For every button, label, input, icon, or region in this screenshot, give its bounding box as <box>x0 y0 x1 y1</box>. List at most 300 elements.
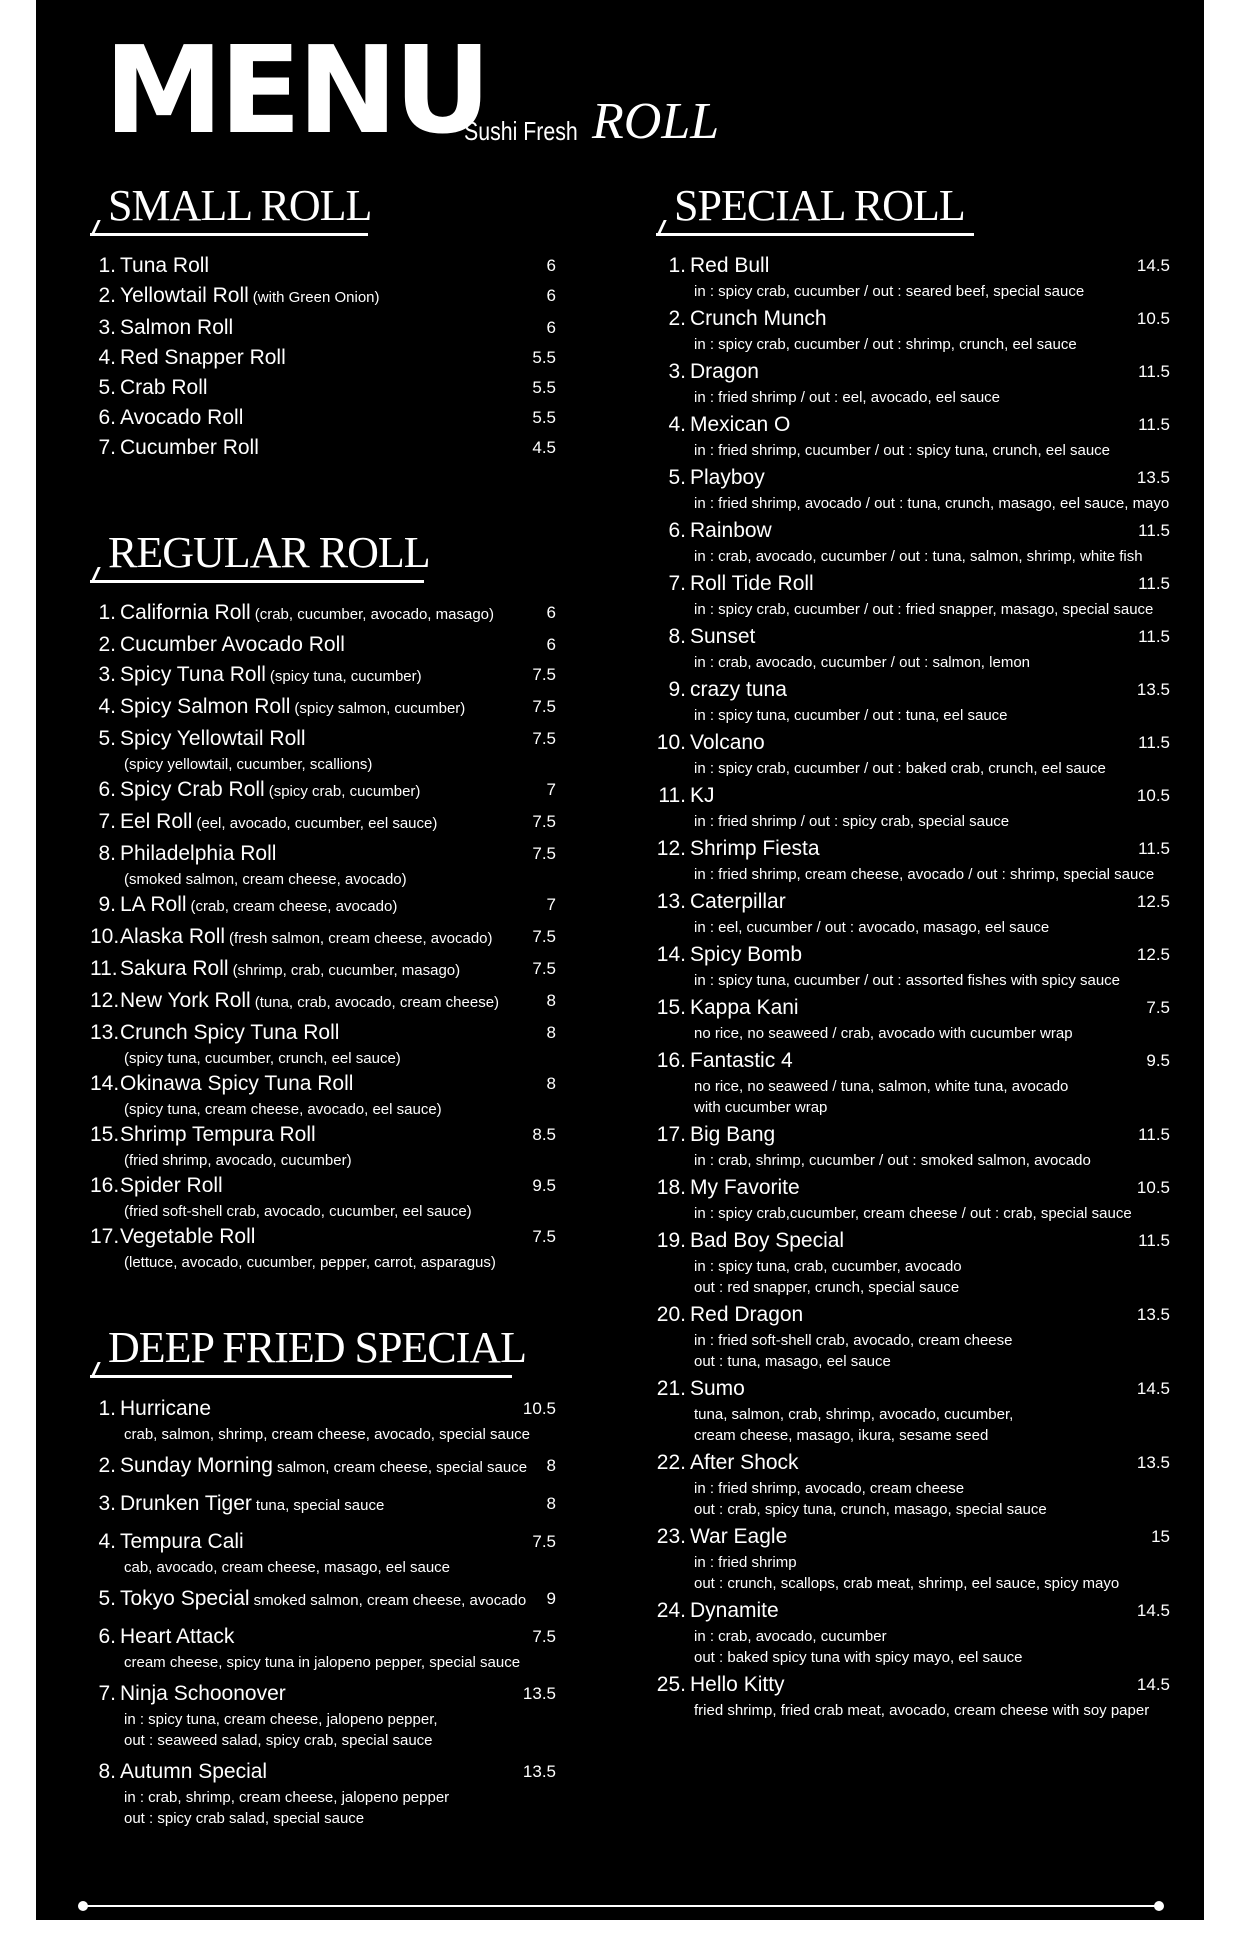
item-number: 15. <box>656 996 686 1019</box>
item-price: 6 <box>546 635 556 654</box>
menu-item <box>90 807 556 839</box>
menu-item-row <box>90 1018 556 1048</box>
item-number: 5. <box>98 1587 116 1610</box>
item-number: 14. <box>90 1072 120 1095</box>
item-note: (spicy salmon, cucumber) <box>294 700 466 717</box>
menu-item <box>90 343 556 373</box>
item-number: 17. <box>90 1225 120 1248</box>
menu-item-row <box>656 781 1170 811</box>
menu-item-row <box>90 692 556 724</box>
item-price: 8 <box>546 1456 556 1475</box>
menu-item-row <box>90 373 556 403</box>
item-name: KJ <box>690 784 715 807</box>
item-price: 11.5 <box>1138 415 1170 434</box>
item-name: Vegetable Roll <box>120 1225 256 1248</box>
item-description: in : fried shrimp <box>694 1554 797 1571</box>
menu-item-row <box>90 1171 556 1201</box>
item-name: Ninja Schoonover <box>120 1682 286 1705</box>
item-price: 7.5 <box>532 927 556 946</box>
menu-item-row <box>90 343 556 373</box>
menu-item <box>90 922 556 954</box>
item-price: 7.5 <box>532 729 556 748</box>
menu-item-row <box>90 1679 556 1709</box>
item-number: 25. <box>656 1673 686 1696</box>
item-price: 11.5 <box>1138 1125 1170 1144</box>
item-number: 11. <box>90 957 118 980</box>
section-heading: DEEP FRIED SPECIAL <box>90 1322 512 1374</box>
item-description: in : spicy crab, cucumber / out : baked crab, crunch, eel sauce <box>694 760 1106 777</box>
menu-item-row <box>90 660 556 692</box>
item-price: 7.5 <box>532 1532 556 1551</box>
item-name: LA Roll <box>120 893 187 916</box>
item-number: 7. <box>98 436 116 459</box>
item-name: Tuna Roll <box>120 254 210 277</box>
item-number: 8. <box>98 842 116 865</box>
menu-item-row <box>90 1527 556 1557</box>
item-description: no rice, no seaweed / tuna, salmon, white tuna, avocado <box>694 1078 1069 1095</box>
item-number: 3. <box>668 360 686 383</box>
item-price: 14.5 <box>1136 256 1170 275</box>
item-price: 8.5 <box>532 1125 556 1144</box>
menu-item <box>90 660 556 692</box>
item-number: 3. <box>98 316 116 339</box>
menu-item <box>90 1120 556 1171</box>
item-price: 11.5 <box>1138 1231 1170 1250</box>
menu-item-row <box>90 630 556 660</box>
item-number: 21. <box>656 1377 686 1400</box>
item-number: 2. <box>98 1454 116 1477</box>
item-note: (eel, avocado, cucumber, eel sauce) <box>196 815 438 832</box>
menu-item <box>90 281 556 313</box>
item-number: 19. <box>656 1229 686 1252</box>
item-price: 8 <box>546 1074 556 1093</box>
menu-item-row <box>656 1226 1170 1256</box>
menu-item <box>90 433 556 463</box>
item-price: 8 <box>546 1023 556 1042</box>
item-number: 1. <box>98 1397 116 1420</box>
menu-item <box>656 304 1170 355</box>
menu-item <box>90 1584 556 1616</box>
item-note: (spicy tuna, cucumber) <box>269 668 422 685</box>
menu-item-row <box>656 1596 1170 1626</box>
item-number: 16. <box>90 1174 120 1197</box>
menu-item-row <box>656 1120 1170 1150</box>
menu-item <box>90 1222 556 1273</box>
item-description: out : tuna, masago, eel sauce <box>694 1353 891 1370</box>
item-price: 7.5 <box>532 665 556 684</box>
item-number: 1. <box>98 601 116 624</box>
item-description: tuna, salmon, crab, shrimp, avocado, cucumber, <box>694 1406 1014 1423</box>
item-number: 5. <box>98 376 116 399</box>
menu-item-row <box>90 281 556 313</box>
item-price: 7 <box>546 895 556 914</box>
regular-roll-section <box>90 527 556 1273</box>
menu-item <box>90 598 556 630</box>
item-description: no rice, no seaweed / crab, avocado with cucumber wrap <box>694 1025 1073 1042</box>
item-name: Spider Roll <box>120 1174 223 1197</box>
item-number: 7. <box>98 1682 116 1705</box>
item-price: 12.5 <box>1136 892 1170 911</box>
menu-item <box>90 1622 556 1673</box>
item-name: Heart Attack <box>120 1625 235 1648</box>
item-name: Crunch Munch <box>690 307 827 330</box>
menu-subtitle-small: Sushi Fresh <box>464 116 578 146</box>
menu-item-row <box>90 251 556 281</box>
item-description: crab, salmon, shrimp, cream cheese, avocado, special sauce <box>124 1426 531 1443</box>
item-name: Sumo <box>690 1377 745 1400</box>
item-number: 9. <box>98 893 116 916</box>
menu-item <box>90 1394 556 1445</box>
item-name: Mexican O <box>690 413 791 436</box>
menu-item <box>90 724 556 775</box>
item-description: in : eel, cucumber / out : avocado, masago, eel sauce <box>694 919 1050 936</box>
item-price: 13.5 <box>1136 468 1170 487</box>
footer-disclaimer: Eating or consuming raw or undercooked fish, meat, poultry, seafood or egg can cause illness especially in young, old and immune compromised people. <box>146 1921 1094 1937</box>
item-note: smoked salmon, cream cheese, avocado <box>253 1592 527 1609</box>
item-description: cream cheese, spicy tuna in jalopeno pepper, special sauce <box>124 1654 521 1671</box>
item-number: 2. <box>668 307 686 330</box>
section-heading: REGULAR ROLL <box>90 527 424 579</box>
item-name: Shrimp Fiesta <box>690 837 820 860</box>
item-description: in : crab, avocado, cucumber / out : tuna, salmon, shrimp, white fish <box>694 548 1143 565</box>
menu-item <box>656 1596 1170 1668</box>
menu-item-row <box>656 887 1170 917</box>
item-number: 7. <box>668 572 686 595</box>
item-number: 20. <box>656 1303 686 1326</box>
item-name: Crab Roll <box>120 376 208 399</box>
item-number: 4. <box>668 413 686 436</box>
item-price: 14.5 <box>1136 1601 1170 1620</box>
menu-item <box>656 781 1170 832</box>
menu-item <box>90 1489 556 1521</box>
item-name: Dragon <box>690 360 759 383</box>
menu-item-row <box>90 724 556 754</box>
item-name: Philadelphia Roll <box>120 842 277 865</box>
item-number: 5. <box>98 727 116 750</box>
item-name: Sunday Morning <box>120 1454 273 1477</box>
item-name: Autumn Special <box>120 1760 268 1783</box>
item-name: Sunset <box>690 625 756 648</box>
item-description: (spicy tuna, cream cheese, avocado, eel sauce) <box>124 1101 442 1118</box>
menu-item-row <box>90 1622 556 1652</box>
menu-item-row <box>90 313 556 343</box>
menu-item-row <box>656 1374 1170 1404</box>
item-price: 6 <box>546 318 556 337</box>
item-description: in : spicy crab, cucumber / out : fried snapper, masago, special sauce <box>694 601 1154 618</box>
item-price: 13.5 <box>1136 680 1170 699</box>
item-price: 10.5 <box>1136 309 1170 328</box>
item-price: 8 <box>546 991 556 1010</box>
item-number: 1. <box>98 254 116 277</box>
item-number: 22. <box>656 1451 686 1474</box>
menu-item <box>656 887 1170 938</box>
item-description: out : red snapper, crunch, special sauce <box>694 1279 960 1296</box>
section-heading: SMALL ROLL <box>90 180 368 232</box>
menu-item-row <box>90 922 556 954</box>
item-name: Cucumber Roll <box>120 436 259 459</box>
item-description: in : fried shrimp / out : eel, avocado, eel sauce <box>694 389 1000 406</box>
menu-item-row <box>90 403 556 433</box>
item-description: in : fried shrimp, avocado, cream cheese <box>694 1480 965 1497</box>
item-price: 4.5 <box>532 438 556 457</box>
item-name: After Shock <box>690 1451 799 1474</box>
item-name: Spicy Yellowtail Roll <box>120 727 306 750</box>
item-price: 5.5 <box>532 408 556 427</box>
item-description: (fried soft-shell crab, avocado, cucumber, eel sauce) <box>124 1203 472 1220</box>
item-name: Drunken Tiger <box>120 1492 252 1515</box>
special-roll-section <box>656 180 1170 1721</box>
menu-item-row <box>90 1757 556 1787</box>
item-name: Red Bull <box>690 254 770 277</box>
item-description: (spicy yellowtail, cucumber, scallions) <box>124 756 373 773</box>
item-note: (crab, cucumber, avocado, masago) <box>254 606 495 623</box>
footer-rule <box>82 1905 1160 1907</box>
menu-item-row <box>656 1173 1170 1203</box>
menu-item-row <box>90 433 556 463</box>
menu-item <box>656 1670 1170 1721</box>
item-name: California Roll <box>120 601 251 624</box>
item-number: 3. <box>98 1492 116 1515</box>
item-name: War Eagle <box>690 1525 788 1548</box>
item-price: 14.5 <box>1136 1675 1170 1694</box>
item-price: 11.5 <box>1138 627 1170 646</box>
item-price: 9.5 <box>1146 1051 1170 1070</box>
menu-item <box>90 251 556 281</box>
menu-item <box>90 1171 556 1222</box>
item-description: in : spicy tuna, cucumber / out : assorted fishes with spicy sauce <box>694 972 1121 989</box>
item-description: in : fried shrimp, cream cheese, avocado / out : shrimp, special sauce <box>694 866 1155 883</box>
footer-rule-dot-right <box>1154 1901 1164 1911</box>
menu-item <box>656 940 1170 991</box>
item-note: (shrimp, crab, cucumber, masago) <box>232 962 461 979</box>
item-price: 9 <box>546 1589 556 1608</box>
menu-item-row <box>90 1394 556 1424</box>
item-price: 7.5 <box>532 959 556 978</box>
item-price: 11.5 <box>1138 362 1170 381</box>
item-description: in : spicy tuna, cucumber / out : tuna, eel sauce <box>694 707 1008 724</box>
item-name: Red Dragon <box>690 1303 804 1326</box>
item-number: 7. <box>98 810 116 833</box>
item-name: Caterpillar <box>690 890 786 913</box>
item-price: 7.5 <box>532 844 556 863</box>
item-note: (fresh salmon, cream cheese, avocado) <box>229 930 493 947</box>
item-price: 11.5 <box>1138 839 1170 858</box>
item-number: 2. <box>98 633 116 656</box>
menu-item-row <box>656 569 1170 599</box>
menu-item <box>90 890 556 922</box>
item-price: 9.5 <box>532 1176 556 1195</box>
small-roll-section <box>90 180 556 463</box>
item-price: 6 <box>546 603 556 622</box>
item-price: 11.5 <box>1138 521 1170 540</box>
item-description: out : crab, spicy tuna, crunch, masago, special sauce <box>694 1501 1047 1518</box>
footer-rule-dot-left <box>78 1901 88 1911</box>
menu-item <box>90 630 556 660</box>
menu-item <box>90 313 556 343</box>
item-price: 13.5 <box>1136 1305 1170 1324</box>
menu-item-row <box>656 834 1170 864</box>
item-name: Volcano <box>690 731 765 754</box>
item-description: in : crab, shrimp, cream cheese, jalopeno pepper <box>124 1789 450 1806</box>
item-price: 15 <box>1151 1527 1170 1546</box>
item-note: (spicy crab, cucumber) <box>268 783 421 800</box>
item-description: in : fried shrimp / out : spicy crab, special sauce <box>694 813 1010 830</box>
item-number: 13. <box>90 1021 120 1044</box>
menu-item <box>90 839 556 890</box>
menu-item <box>656 993 1170 1044</box>
item-description: (spicy tuna, cucumber, crunch, eel sauce) <box>124 1050 401 1067</box>
item-description: (smoked salmon, cream cheese, avocado) <box>124 871 407 888</box>
item-description: in : spicy tuna, cream cheese, jalopeno pepper, <box>124 1711 438 1728</box>
item-number: 14. <box>656 943 686 966</box>
menu-item <box>90 373 556 403</box>
menu-item <box>656 251 1170 302</box>
menu-item <box>90 775 556 807</box>
menu-item <box>90 1069 556 1120</box>
item-name: Hurricane <box>120 1397 212 1420</box>
item-name: Shrimp Tempura Roll <box>120 1123 316 1146</box>
item-price: 11.5 <box>1138 733 1170 752</box>
item-description: in : fried shrimp, cucumber / out : spicy tuna, crunch, eel sauce <box>694 442 1111 459</box>
menu-item-row <box>656 463 1170 493</box>
item-number: 16. <box>656 1049 686 1072</box>
item-price: 12.5 <box>1136 945 1170 964</box>
item-note: salmon, cream cheese, special sauce <box>276 1459 528 1476</box>
menu-item-row <box>90 1451 556 1483</box>
item-name: Tokyo Special <box>120 1587 250 1610</box>
menu-item-row <box>90 1584 556 1616</box>
item-name: Eel Roll <box>120 810 193 833</box>
deep-fried-section <box>90 1322 556 1829</box>
item-price: 8 <box>546 1494 556 1513</box>
item-name: Hello Kitty <box>690 1673 785 1696</box>
item-name: Spicy Bomb <box>690 943 803 966</box>
menu-item <box>90 692 556 724</box>
item-price: 7.5 <box>532 1227 556 1246</box>
menu-item <box>656 516 1170 567</box>
item-price: 7.5 <box>1146 998 1170 1017</box>
item-note: (tuna, crab, avocado, cream cheese) <box>254 994 500 1011</box>
item-description: in : spicy tuna, crab, cucumber, avocado <box>694 1258 962 1275</box>
item-number: 3. <box>98 663 116 686</box>
menu-item-row <box>90 1120 556 1150</box>
menu-item-row <box>656 940 1170 970</box>
item-number: 18. <box>656 1176 686 1199</box>
item-description: cream cheese, masago, ikura, sesame seed <box>694 1427 989 1444</box>
item-price: 7.5 <box>532 697 556 716</box>
item-number: 6. <box>98 1625 116 1648</box>
menu-item <box>656 463 1170 514</box>
item-price: 13.5 <box>522 1684 556 1703</box>
item-description: in : spicy crab, cucumber / out : shrimp, crunch, eel sauce <box>694 336 1077 353</box>
menu-item-row <box>90 986 556 1018</box>
item-number: 12. <box>90 989 120 1012</box>
item-number: 1. <box>668 254 686 277</box>
item-number: 12. <box>656 837 686 860</box>
item-note: tuna, special sauce <box>255 1497 385 1514</box>
item-number: 10. <box>90 925 120 948</box>
menu-title: MENU <box>104 22 488 161</box>
menu-item <box>90 1018 556 1069</box>
item-description: out : seaweed salad, spicy crab, special sauce <box>124 1732 433 1749</box>
item-number: 11. <box>658 784 686 807</box>
item-number: 8. <box>98 1760 116 1783</box>
menu-item-row <box>90 1222 556 1252</box>
menu-item-row <box>656 1522 1170 1552</box>
item-name: Playboy <box>690 466 765 489</box>
menu-item-row <box>656 622 1170 652</box>
item-number: 15. <box>90 1123 120 1146</box>
menu-item-row <box>90 598 556 630</box>
item-number: 8. <box>668 625 686 648</box>
item-name: Fantastic 4 <box>690 1049 793 1072</box>
item-number: 6. <box>98 406 116 429</box>
menu-item-row <box>90 775 556 807</box>
menu-item <box>90 1451 556 1483</box>
item-price: 5.5 <box>532 378 556 397</box>
menu-item <box>656 1046 1170 1118</box>
item-description: in : fried shrimp, avocado / out : tuna, crunch, masago, eel sauce, mayo <box>694 495 1170 512</box>
item-name: Spicy Crab Roll <box>120 778 265 801</box>
item-name: Avocado Roll <box>120 406 244 429</box>
item-price: 11.5 <box>1138 574 1170 593</box>
item-description: fried shrimp, fried crab meat, avocado, cream cheese with soy paper <box>694 1702 1150 1719</box>
menu-item <box>656 357 1170 408</box>
item-name: Red Snapper Roll <box>120 346 286 369</box>
menu-item <box>90 1527 556 1578</box>
menu-item-row <box>656 728 1170 758</box>
section-heading: SPECIAL ROLL <box>656 180 974 232</box>
menu-item <box>656 728 1170 779</box>
menu-item-row <box>90 807 556 839</box>
item-price: 10.5 <box>1136 1178 1170 1197</box>
menu-item-row <box>656 675 1170 705</box>
item-number: 6. <box>98 778 116 801</box>
menu-item <box>656 1448 1170 1520</box>
item-name: Cucumber Avocado Roll <box>120 633 345 656</box>
item-price: 7 <box>546 780 556 799</box>
item-name: Crunch Spicy Tuna Roll <box>120 1021 340 1044</box>
item-note: (with Green Onion) <box>252 289 380 306</box>
item-name: Big Bang <box>690 1123 776 1146</box>
menu-item <box>656 1300 1170 1372</box>
item-description: in : spicy crab,cucumber, cream cheese / out : crab, special sauce <box>694 1205 1132 1222</box>
item-price: 14.5 <box>1136 1379 1170 1398</box>
item-name: Roll Tide Roll <box>690 572 814 595</box>
menu-item <box>90 1679 556 1751</box>
menu-item <box>656 834 1170 885</box>
item-name: Kappa Kani <box>690 996 799 1019</box>
menu-item-row <box>656 304 1170 334</box>
item-name: Sakura Roll <box>120 957 229 980</box>
item-number: 2. <box>98 284 116 307</box>
item-name: Rainbow <box>690 519 772 542</box>
menu-item-row <box>90 890 556 922</box>
menu-item-row <box>656 993 1170 1023</box>
item-number: 23. <box>656 1525 686 1548</box>
menu-item-row <box>90 839 556 869</box>
menu-item <box>90 986 556 1018</box>
item-number: 13. <box>656 890 686 913</box>
menu-item-row <box>656 1046 1170 1076</box>
menu-item-row <box>656 1300 1170 1330</box>
item-name: Okinawa Spicy Tuna Roll <box>120 1072 354 1095</box>
menu-item <box>90 1757 556 1829</box>
menu-item-row <box>656 1670 1170 1700</box>
item-number: 24. <box>656 1599 686 1622</box>
menu-item <box>90 403 556 433</box>
item-description: in : fried soft-shell crab, avocado, cream cheese <box>694 1332 1013 1349</box>
